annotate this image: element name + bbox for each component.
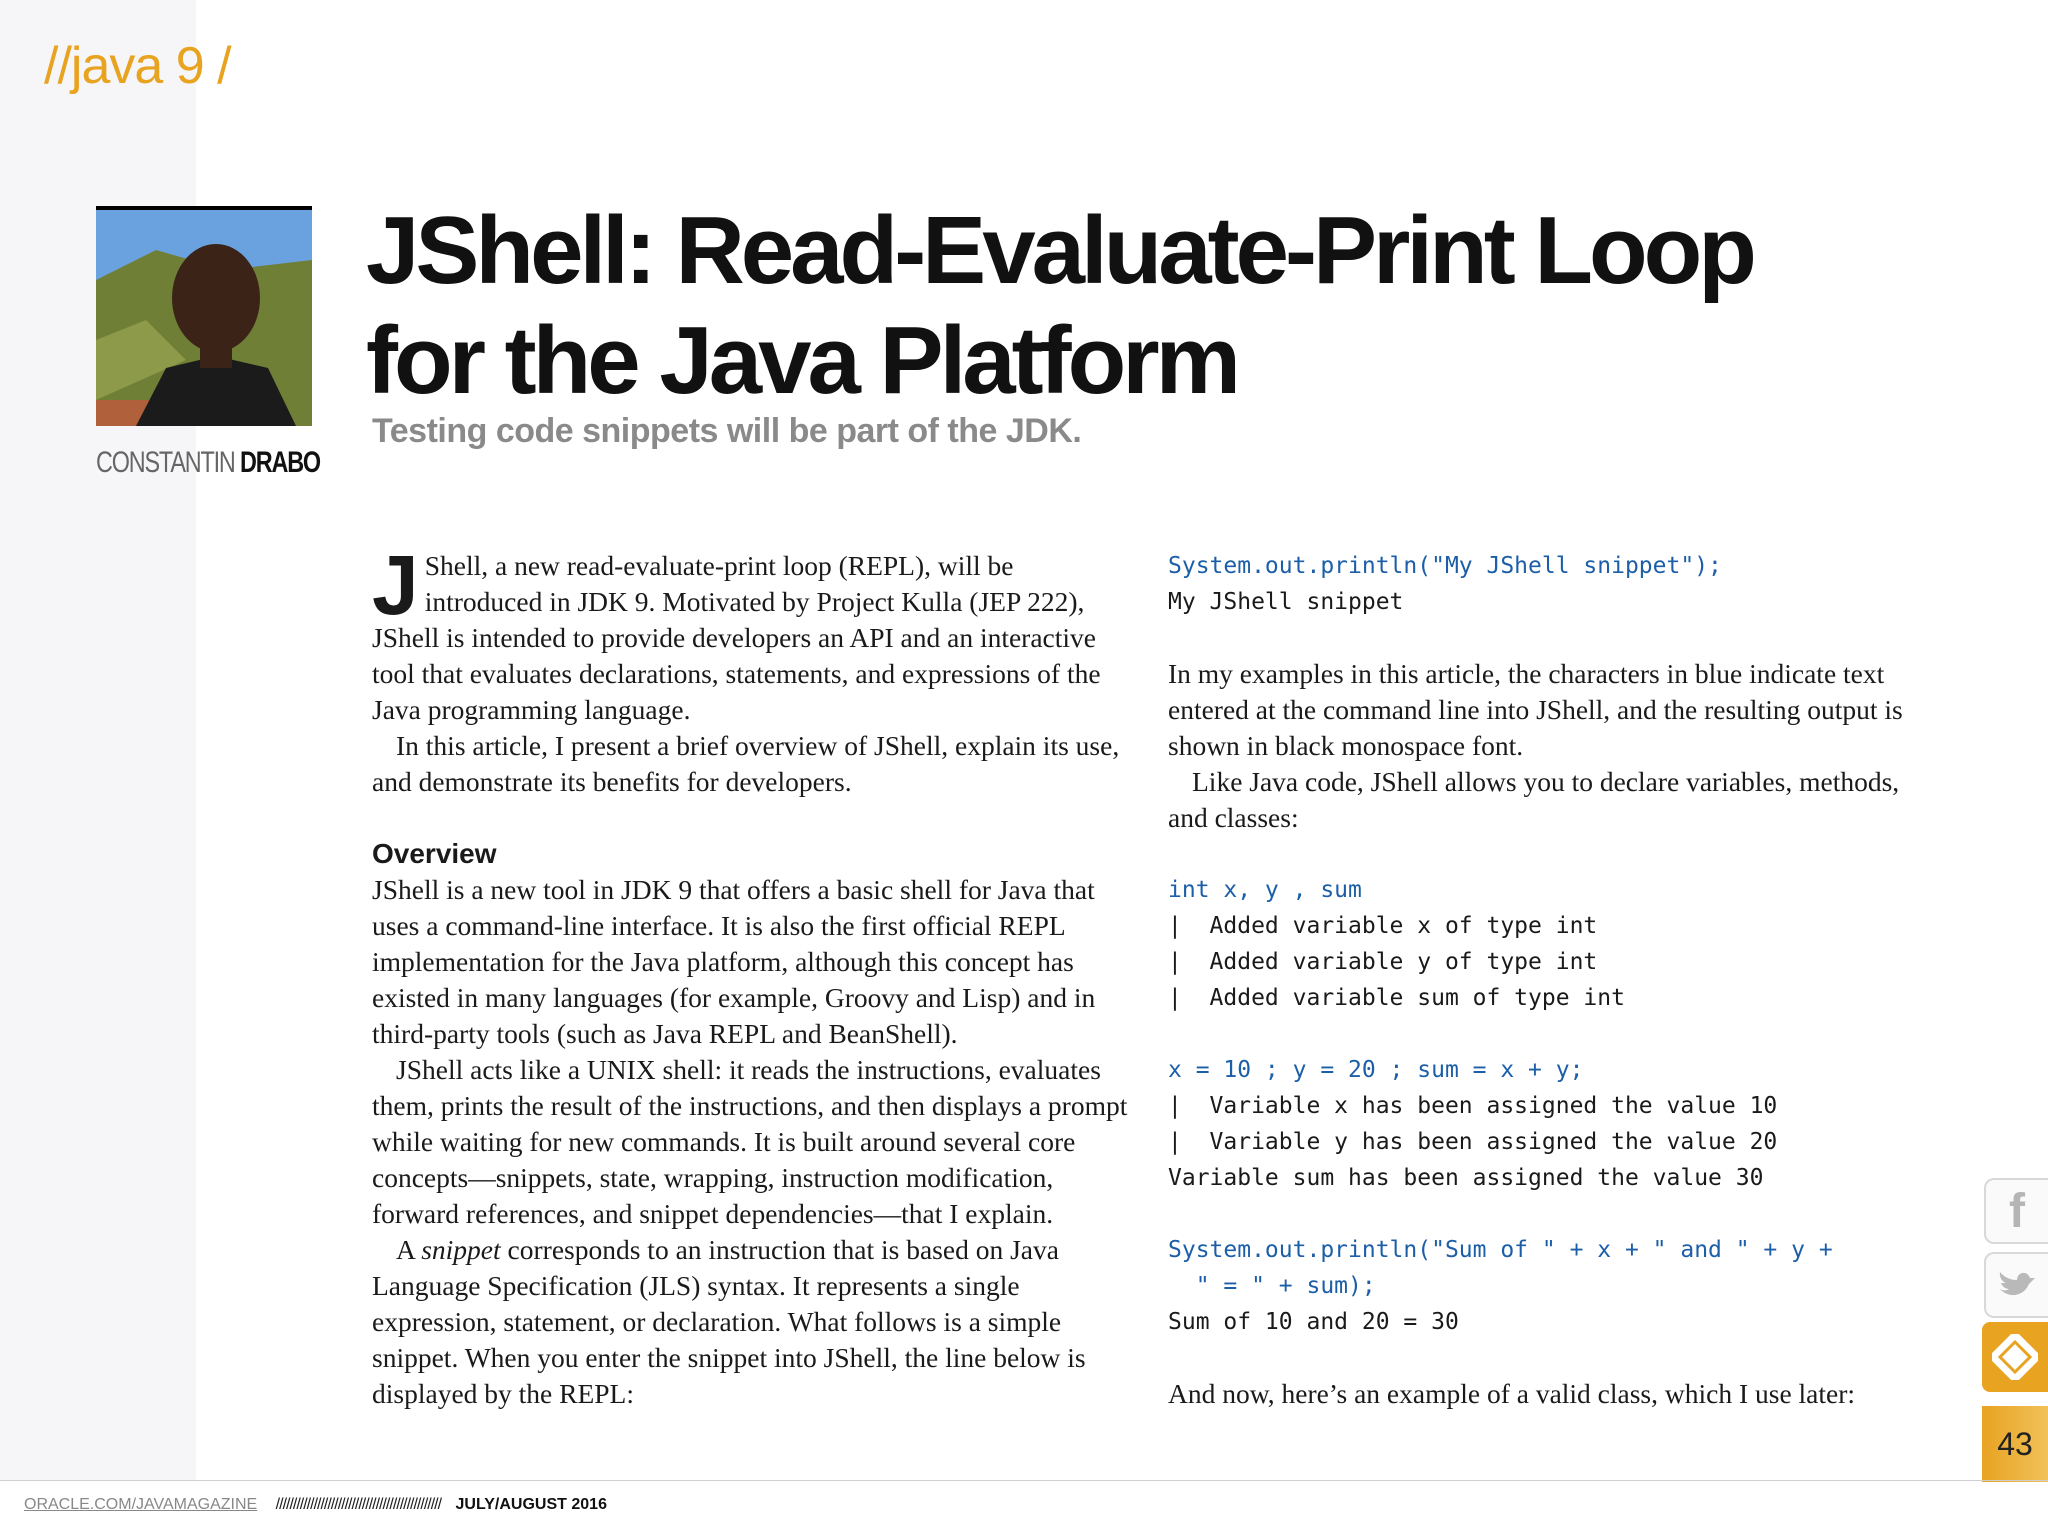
twitter-share-button[interactable] xyxy=(1984,1252,2048,1318)
overview-heading: Overview xyxy=(372,838,497,869)
drop-cap: J xyxy=(372,538,419,632)
title-line-1: JShell: Read-Evaluate-Print Loop xyxy=(366,197,1753,304)
overview-paragraph-1: JShell is a new tool in JDK 9 that offers a basic shell for Java that uses a command-line interface. It is also the first official REPL implementation for the Java platform, although this concept has existed in many languages (for example, Groovy and Lisp) and in third-party tools (such as Java REPL and BeanShell). xyxy=(372,874,1096,1049)
author-photo xyxy=(96,206,312,426)
right-paragraph-3: And now, here’s an example of a valid class, which I use later: xyxy=(1168,1378,1856,1409)
footer-divider xyxy=(0,1480,2048,1481)
footer-issue-date: JULY/AUGUST 2016 xyxy=(455,1496,607,1513)
intro-paragraph-2: In this article, I present a brief overview of JShell, explain its use, and demonstrate its benefits for developers. xyxy=(372,730,1120,797)
footer-magazine-link[interactable]: ORACLE.COM/JAVAMAGAZINE xyxy=(24,1496,258,1513)
email-share-button[interactable] xyxy=(1982,1322,2048,1392)
section-tag: //java 9 / xyxy=(44,37,231,95)
code-output-4: Sum of 10 and 20 = 30 xyxy=(1168,1309,1459,1335)
intro-text: Shell, a new read-evaluate-print loop (REPL), will be introduced in JDK 9. Motivated by Project Kulla (JEP 222), JShell is intended to provide developers an API and an interactive tool that evaluates declarations, statements, and expressions of the Java programming language. xyxy=(372,550,1101,725)
twitter-icon xyxy=(1997,1268,2037,1302)
code-output-3: | Variable x has been assigned the value 10 | Variable y has been assigned the value 20 Variable sum has been assigned the value 30 xyxy=(1168,1093,1778,1191)
article-subtitle: Testing code snippets will be part of the JDK. xyxy=(372,412,1082,450)
code-output-2: | Added variable x of type int | Added variable y of type int | Added variable sum of type int xyxy=(1168,913,1625,1011)
page-number: 43 xyxy=(1982,1406,2048,1482)
author-byline xyxy=(96,446,320,480)
right-paragraph-2: Like Java code, JShell allows you to declare variables, methods, and classes: xyxy=(1168,766,1900,833)
email-icon xyxy=(1992,1334,2038,1380)
footer-slashes: //////////////////////////////////////////////// xyxy=(275,1496,442,1513)
code-input-4: System.out.println("Sum of " + x + " and " + y + " = " + sum); xyxy=(1168,1237,1833,1299)
right-paragraph-1: In my examples in this article, the characters in blue indicate text entered at the command line into JShell, and the resulting output is shown in black monospace font. xyxy=(1168,658,1903,761)
footer xyxy=(24,1496,607,1514)
snippet-text-pre: A xyxy=(396,1234,422,1265)
snippet-text-post: corresponds to an instruction that is based on Java Language Specification (JLS) syntax. It represents a single expression, statement, or declaration. What follows is a simple snippet. When you enter the snippet into JShell, the line below is displayed by the REPL: xyxy=(372,1234,1086,1409)
code-input-3: x = 10 ; y = 20 ; sum = x + y; xyxy=(1168,1057,1584,1083)
left-column xyxy=(372,538,1132,1412)
code-input-1: System.out.println("My JShell snippet"); xyxy=(1168,553,1722,579)
overview-paragraph-3 xyxy=(372,1232,1132,1412)
author-portrait-icon xyxy=(96,210,312,426)
intro-paragraph xyxy=(372,538,1132,728)
author-last-name: DRABO xyxy=(240,446,320,479)
title-line-2: for the Java Platform xyxy=(366,307,1237,414)
article-title xyxy=(366,196,1846,416)
facebook-icon: f xyxy=(2009,1184,2025,1238)
right-column xyxy=(1168,548,1928,1412)
snippet-term: snippet xyxy=(421,1234,501,1265)
facebook-share-button[interactable] xyxy=(1984,1178,2048,1244)
code-input-2: int x, y , sum xyxy=(1168,877,1362,903)
code-output-1: My JShell snippet xyxy=(1168,589,1404,615)
overview-paragraph-2: JShell acts like a UNIX shell: it reads the instructions, evaluates them, prints the result of the instructions, and then displays a prompt while waiting for new commands. It is built around several core concepts—snippets, state, wrapping, instruction modification, forward references, and snippet dependencies—that I explain. xyxy=(372,1054,1128,1229)
author-first-name: CONSTANTIN xyxy=(96,446,235,479)
